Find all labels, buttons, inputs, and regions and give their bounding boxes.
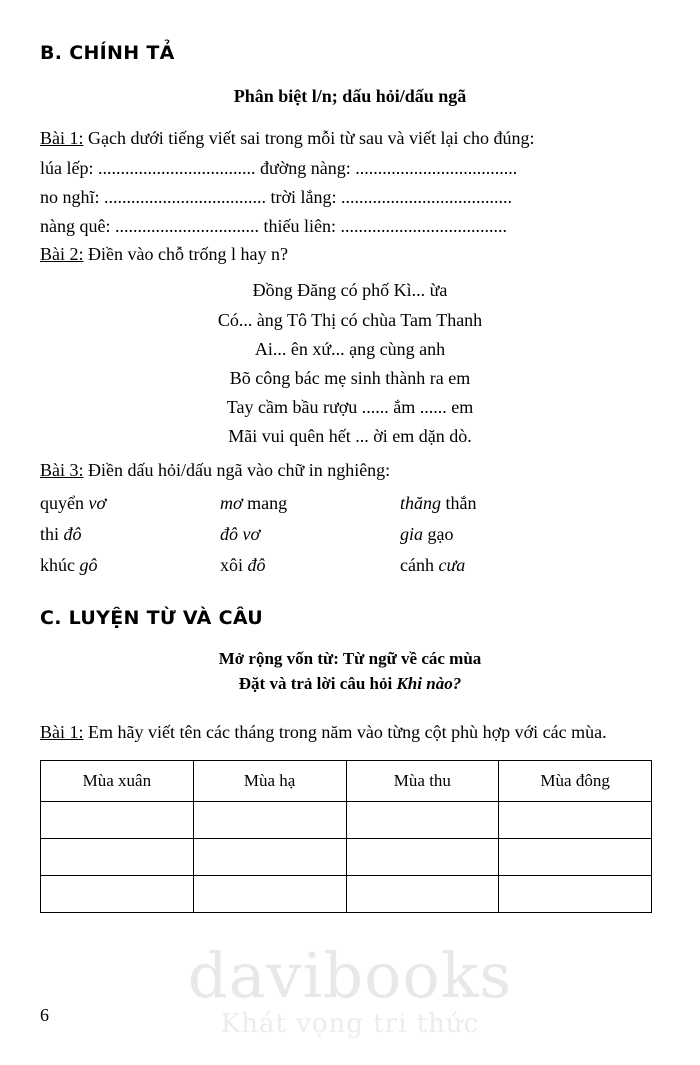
table-row: [41, 838, 652, 875]
table-cell[interactable]: [193, 838, 346, 875]
table-cell[interactable]: [41, 838, 194, 875]
section-b-subtitle: Phân biệt l/n; dấu hỏi/dấu ngã: [233, 86, 467, 106]
exercise-b1-prompt: [40, 125, 660, 152]
table-cell[interactable]: [346, 875, 499, 912]
table-cell[interactable]: [499, 801, 652, 838]
seasons-table: [40, 760, 652, 913]
poem-line: Bõ công bác mẹ sinh thành ra em: [229, 367, 471, 388]
poem-line: Mãi vui quên hết ... ời em dặn dò.: [228, 426, 472, 447]
table-header-row: [41, 760, 652, 801]
exercise-b2-prompt: [40, 241, 660, 268]
watermark-main-text: davibooks: [187, 939, 513, 1012]
table-cell[interactable]: [499, 838, 652, 875]
page-number: 6: [40, 1005, 49, 1025]
exercise-b1-text: Gạch dưới tiếng viết sai trong mỗi từ sau và viết lại cho đúng:: [83, 128, 535, 148]
exercise-b3-text: Điền dấu hỏi/dấu ngã vào chữ in nghiêng:: [83, 460, 391, 481]
table-cell[interactable]: [346, 838, 499, 875]
section-c-heading: C. LUYỆN TỪ VÀ CÂU: [40, 607, 263, 630]
word-item: đô vơ: [220, 524, 261, 545]
word-item: gia gạo: [400, 524, 454, 545]
word-item: thi đô: [40, 524, 82, 545]
fill-line: lúa lếp: ................................... đường nàng: ....................................: [40, 158, 518, 178]
table-cell[interactable]: [346, 801, 499, 838]
document-content: [40, 42, 660, 913]
poem-line: Ai... ên xứ... ạng cùng anh: [254, 338, 446, 359]
table-cell[interactable]: [41, 801, 194, 838]
poem-line: Có... àng Tô Thị có chùa Tam Thanh: [217, 309, 483, 330]
table-cell[interactable]: [41, 875, 194, 912]
fill-line: nàng quê: ................................ thiếu liên: .....................................: [40, 216, 507, 237]
section-b-heading: B. CHÍNH TẢ: [40, 42, 175, 64]
exercise-b3-prompt: [40, 457, 660, 484]
table-row: [41, 875, 652, 912]
poem-line: Đồng Đăng có phố Kì... ừa: [252, 280, 448, 301]
table-cell[interactable]: [193, 875, 346, 912]
exercise-c1-text: Em hãy viết tên các tháng trong năm vào từng cột phù hợp với các mùa.: [83, 721, 607, 742]
fill-line: no nghĩ: .................................... trời lắng: ......................................: [40, 187, 513, 208]
section-c-subtitle-line1: Mở rộng vốn từ: Từ ngữ về các mùa: [218, 649, 482, 669]
word-item: xôi đô: [220, 555, 266, 576]
table-cell[interactable]: [193, 801, 346, 838]
table-header-cell: Mùa đông: [499, 760, 652, 801]
exercise-b3-label: Bài 3:: [40, 460, 84, 481]
exercise-b1-label: Bài 1:: [40, 128, 84, 148]
table-header-cell: Mùa thu: [346, 760, 499, 801]
watermark-sub-text: Khát vọng tri thức: [220, 1009, 480, 1039]
poem-line: Tay cầm bầu rượu ...... ắm ...... em: [226, 397, 474, 418]
exercise-c1-label: Bài 1:: [40, 721, 84, 742]
word-item: thăng thắn: [400, 493, 477, 514]
exercise-b2-text: Điền vào chỗ trống l hay n?: [83, 244, 288, 265]
word-item: cánh cưa: [400, 555, 466, 576]
table-cell[interactable]: [499, 875, 652, 912]
exercise-b3-word-grid: [40, 488, 660, 581]
table-header-cell: Mùa hạ: [193, 760, 346, 801]
table-header-cell: Mùa xuân: [41, 760, 194, 801]
word-item: khúc gô: [40, 555, 98, 576]
watermark: [0, 939, 700, 1039]
table-row: [41, 801, 652, 838]
section-c-subtitle-line2: Đặt và trả lời câu hỏi Khi nào?: [238, 673, 462, 693]
exercise-c1-prompt: [40, 719, 660, 746]
word-item: quyển vơ: [40, 493, 107, 514]
exercise-b2-label: Bài 2:: [40, 244, 84, 265]
word-item: mơ mang: [220, 493, 288, 514]
